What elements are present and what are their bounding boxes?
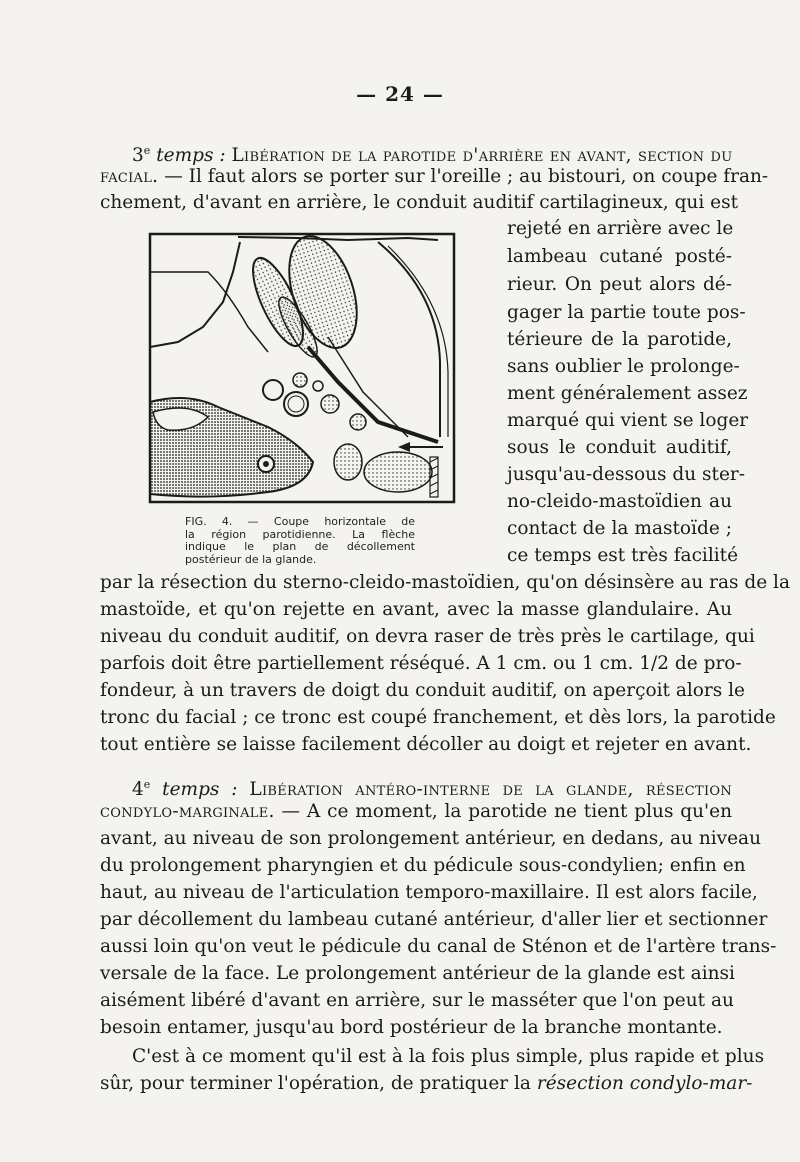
caption-line: la région parotidienne. La flèche <box>185 527 415 541</box>
body-line: tronc du facial ; ce tronc est coupé franchement, et dès lors, la parotide <box>100 707 776 728</box>
body-line: du prolongement pharyngien et du pédicule sous-condylien; enfin en <box>100 855 746 876</box>
section3-title-caps: facial. <box>100 166 159 187</box>
narrow-line: térieure de la parotide, <box>507 329 732 350</box>
narrow-line: rieur. On peut alors dé- <box>507 274 732 295</box>
narrow-line: no-cleido-mastoïdien au <box>507 491 732 512</box>
body-line: par décollement du lambeau cutané antérieur, d'aller lier et sectionner <box>100 909 768 930</box>
body-line: aisément libéré d'avant en arrière, sur le masséter que l'on peut au <box>100 990 734 1011</box>
body-line: fondeur, à un travers de doigt du conduit auditif, on aperçoit alors le <box>100 680 745 701</box>
body-line: haut, au niveau de l'articulation temporo-maxillaire. Il est alors facile, <box>100 882 758 903</box>
narrow-line: sous le conduit auditif, <box>507 437 732 458</box>
narrow-line: lambeau cutané posté- <box>507 246 732 267</box>
section4-title-caps: condylo-marginale. <box>100 801 275 822</box>
narrow-line: rejeté en arrière avec le <box>507 218 734 239</box>
section3-label-word: temps : <box>156 145 226 167</box>
section3-line2: facial. — Il faut alors se porter sur l'oreille ; au bistouri, on coupe fran- <box>100 166 769 187</box>
body-line: parfois doit être partiellement réséqué. A 1 cm. ou 1 cm. 1/2 de pro- <box>100 653 742 674</box>
section4-label-word: temps : <box>162 779 238 801</box>
section4-label: 4e <box>132 778 151 801</box>
body-line: versale de la face. Le prolongement antérieur de la glande est ainsi <box>100 963 735 984</box>
caption-line: postérieur de la glande. <box>185 552 317 566</box>
section3-label: 3e <box>132 144 151 167</box>
narrow-line: jusqu'au-dessous du ster- <box>507 464 745 485</box>
section3-line3: chement, d'avant en arrière, le conduit auditif cartilagineux, qui est <box>100 192 738 213</box>
page-number: — 24 — <box>356 82 444 106</box>
final-paragraph-line2: sûr, pour terminer l'opération, de pratiquer la résection condylo-mar- <box>100 1073 753 1094</box>
section3-title: Libération de la parotide d'arrière en avant, section du <box>231 145 733 167</box>
body-line: niveau du conduit auditif, on devra raser de très près le cartilage, qui <box>100 626 755 647</box>
body-line: avant, au niveau de son prolongement antérieur, en dedans, au niveau <box>100 828 762 849</box>
narrow-line: contact de la mastoïde ; <box>507 518 732 539</box>
narrow-line: ce temps est très facilité <box>507 545 739 566</box>
caption-line: indique le plan de décollement <box>185 540 415 553</box>
section4-title: Libération antéro-interne de la glande, résection <box>249 779 733 801</box>
narrow-line: gager la partie toute pos- <box>507 302 746 323</box>
section4-line2: condylo-marginale. — A ce moment, la parotide ne tient plus qu'en <box>100 801 732 822</box>
anatomical-illustration <box>148 232 458 507</box>
body-line: mastoïde, et qu'on rejette en avant, avec la masse glandulaire. Au <box>100 599 732 620</box>
body-line: par la résection du sterno-cleido-mastoïdien, qu'on désinsère au ras de la <box>100 572 790 593</box>
narrow-line: sans oublier le prolonge- <box>507 356 740 377</box>
body-line: tout entière se laisse facilement décoller au doigt et rejeter en avant. <box>100 734 752 755</box>
body-line: besoin entamer, jusqu'au bord postérieur de la branche montante. <box>100 1017 723 1038</box>
figure-caption <box>185 516 415 566</box>
body-line: aussi loin qu'on veut le pédicule du canal de Sténon et de l'artère trans- <box>100 936 777 957</box>
italic-term: résection condylo-mar- <box>536 1073 753 1094</box>
final-paragraph-line1: C'est à ce moment qu'il est à la fois plus simple, plus rapide et plus <box>132 1046 765 1067</box>
narrow-line: marqué qui vient se loger <box>507 410 749 431</box>
narrow-line: ment généralement assez <box>507 383 748 404</box>
caption-line: FIG. 4. — Coupe horizontale de <box>185 515 415 528</box>
